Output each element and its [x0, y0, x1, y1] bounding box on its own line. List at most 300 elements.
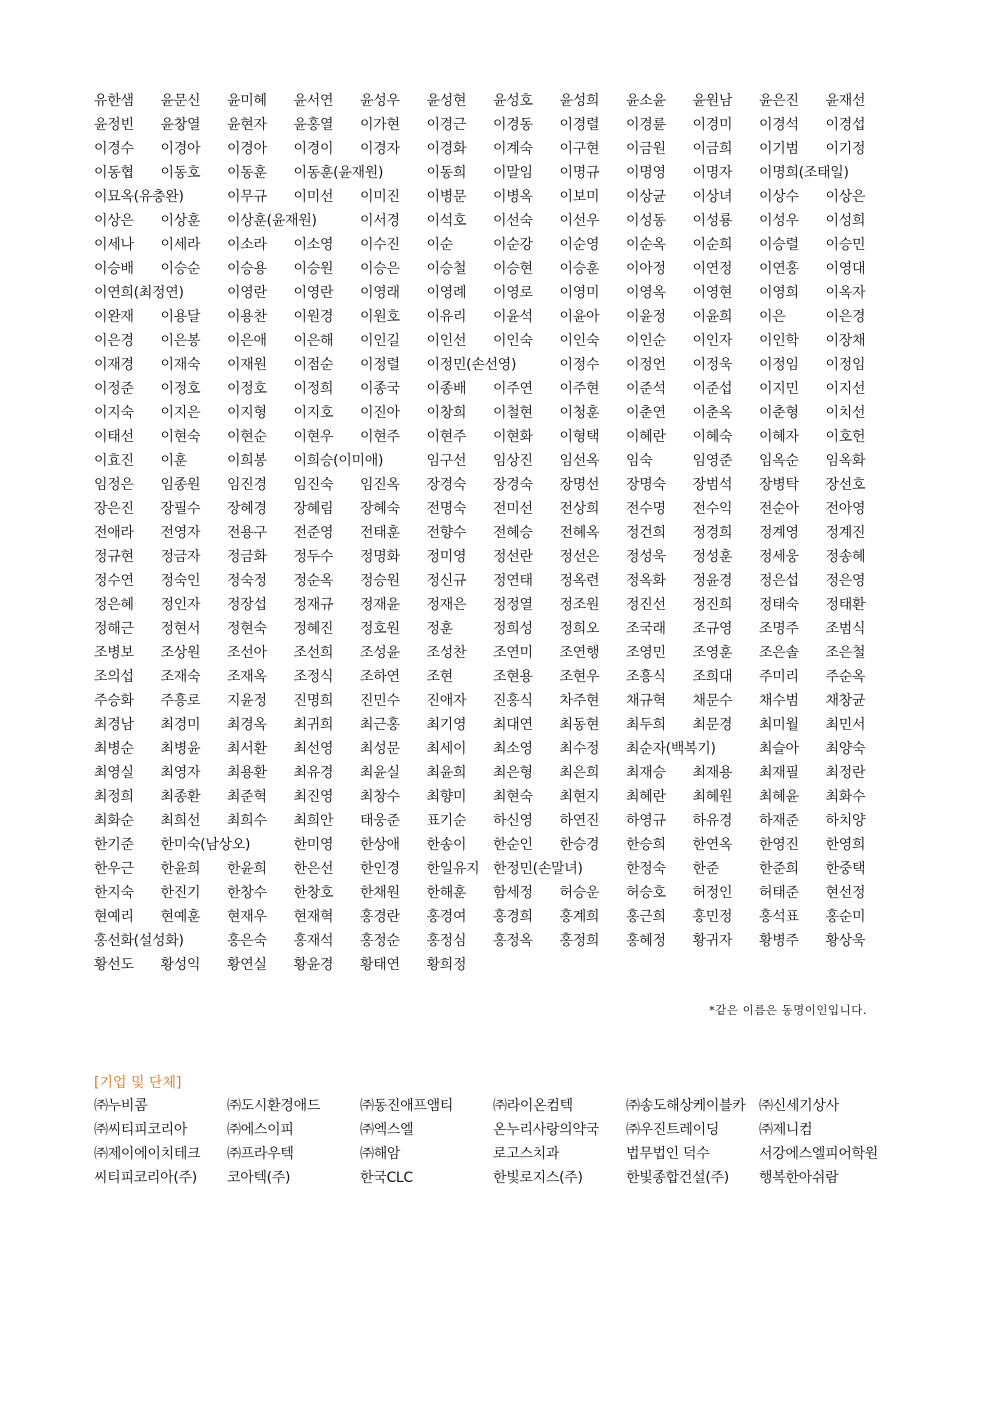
donor-name: 정현서 [160, 621, 201, 637]
donor-name: 최귀희 [293, 717, 334, 733]
donor-name: 이승배 [94, 261, 134, 277]
donor-name: 이윤석 [493, 309, 533, 325]
donor-name: 이인숙 [559, 333, 600, 349]
donor-name: 이승현 [493, 261, 533, 277]
donor-name: 최현지 [559, 789, 600, 805]
donor-name: 전태훈 [360, 525, 400, 541]
donor-name: 황연실 [227, 957, 267, 973]
donor-name: 이아정 [626, 261, 666, 277]
donor-name: 진민수 [360, 693, 400, 709]
donor-name: 이상은 [825, 189, 866, 205]
donor-name: 최준혁 [227, 789, 267, 805]
org-name: ㈜제니컴 [759, 1122, 813, 1138]
donor-name: 한일유지 [426, 861, 480, 877]
donor-name: 임선옥 [559, 453, 600, 469]
donor-name: 전수익 [692, 501, 733, 517]
donor-name: 이경석 [759, 117, 799, 133]
donor-name: 정재윤 [360, 597, 400, 613]
donor-name: 이인학 [759, 333, 799, 349]
donor-name: 이창희 [426, 405, 467, 421]
donor-name: 조선아 [227, 645, 267, 661]
donor-name: 조재숙 [160, 669, 201, 685]
donor-name: 현재우 [227, 909, 267, 925]
donor-name: 윤현자 [227, 117, 267, 133]
donor-name: 최진영 [293, 789, 334, 805]
donor-name: 최양숙 [825, 741, 866, 757]
donor-name: 정인자 [160, 597, 201, 613]
donor-name: 정훈 [426, 621, 453, 637]
donor-name: 이정민(손선영) [426, 357, 517, 373]
donor-name: 최재용 [692, 765, 733, 781]
donor-name: 이선숙 [493, 213, 533, 229]
donor-name: 이영란 [227, 285, 267, 301]
donor-name: 최성문 [360, 741, 400, 757]
donor-name [560, 953, 627, 977]
donor-name: 홍경희 [493, 909, 533, 925]
donor-name: 이성동 [626, 213, 666, 229]
donor-name: 이순옥 [626, 237, 666, 253]
donor-name: 홍은숙 [227, 933, 267, 949]
donor-name: 장경숙 [493, 477, 533, 493]
donor-name: 이윤아 [559, 309, 600, 325]
donor-name: 정진희 [692, 597, 733, 613]
donor-name: 황귀자 [692, 933, 733, 949]
donor-name: 채규혁 [626, 693, 666, 709]
donor-name: 이윤정 [626, 309, 666, 325]
donor-name: 이점순 [293, 357, 334, 373]
donor-name: 정신규 [426, 573, 467, 589]
donor-name: 이선우 [559, 213, 600, 229]
donor-name: 이영례 [426, 285, 467, 301]
donor-name: 정장섭 [227, 597, 267, 613]
donor-name: 이영래 [360, 285, 400, 301]
donor-name: 이현우 [293, 429, 334, 445]
donor-name: 이성룡 [692, 213, 733, 229]
donor-name: 최순자(백복기) [626, 741, 716, 757]
donor-name: 최혜원 [692, 789, 733, 805]
donor-name: 이동협 [94, 165, 134, 181]
donor-name: 이명자 [692, 165, 733, 181]
donor-name: 최희선 [160, 813, 201, 829]
donor-name: 이묘옥(유충완) [94, 189, 184, 205]
donor-name: 한채원 [360, 885, 400, 901]
donor-name: 이정임 [759, 357, 799, 373]
donor-name: 하재준 [759, 813, 799, 829]
org-names-grid [94, 1094, 894, 1190]
donor-name: 정선은 [559, 549, 600, 565]
donor-name: 조연미 [493, 645, 533, 661]
donor-name: 정은혜 [94, 597, 134, 613]
donor-name: 허정인 [692, 885, 733, 901]
donor-name: 진홍식 [493, 693, 533, 709]
donor-name: 이현숙 [160, 429, 201, 445]
donor-name: 전상희 [559, 501, 600, 517]
donor-name: 임구선 [426, 453, 467, 469]
donor-name: 최현숙 [493, 789, 533, 805]
donor-name: 유한샘 [94, 93, 134, 109]
donor-name: 이재원 [227, 357, 267, 373]
donor-names-grid [94, 89, 884, 977]
donor-name: 하유경 [692, 813, 733, 829]
donor-name: 윤창열 [160, 117, 201, 133]
donor-name: 정연태 [493, 573, 533, 589]
donor-name: 한송이 [426, 837, 467, 853]
donor-name: 정세웅 [759, 549, 799, 565]
donor-name: 최용환 [227, 765, 267, 781]
donor-name: 한승경 [559, 837, 600, 853]
org-name: ㈜에스이피 [227, 1122, 294, 1138]
donor-name: 이동호 [160, 165, 201, 181]
donor-name: 전영자 [160, 525, 201, 541]
donor-name: 이승훈 [559, 261, 600, 277]
donor-name: 홍계희 [559, 909, 600, 925]
donor-name: 이경수 [94, 141, 134, 157]
donor-name: 이지선 [825, 381, 866, 397]
donor-name: 한해훈 [426, 885, 467, 901]
donor-name: 하치양 [825, 813, 866, 829]
donor-name: 이용달 [160, 309, 201, 325]
donor-name: 이경섭 [825, 117, 866, 133]
donor-name: 정재은 [426, 597, 467, 613]
donor-name: 최세이 [426, 741, 467, 757]
donor-name: 최경남 [94, 717, 134, 733]
donor-name: 현예훈 [160, 909, 201, 925]
org-name: ㈜동진애프앰티 [360, 1098, 454, 1114]
donor-name: 한영희 [825, 837, 866, 853]
donor-name: 조규영 [692, 621, 733, 637]
donor-name: 한영진 [759, 837, 799, 853]
donor-name: 정규현 [94, 549, 134, 565]
donor-name: 이명규 [559, 165, 600, 181]
donor-name: 이은봉 [160, 333, 201, 349]
donor-name [826, 161, 893, 185]
donor-name: 정은영 [825, 573, 866, 589]
donor-name: 최경미 [160, 717, 201, 733]
donor-name: 황희정 [426, 957, 467, 973]
donor-name: 이경자 [360, 141, 400, 157]
donor-name: 이세나 [94, 237, 134, 253]
donor-name: 조흥식 [626, 669, 666, 685]
donor-name: 조상원 [160, 645, 201, 661]
donor-name: 이성우 [759, 213, 799, 229]
donor-name: 최병윤 [160, 741, 201, 757]
donor-name: 주순옥 [825, 669, 866, 685]
org-name: ㈜우진트레이딩 [626, 1122, 720, 1138]
donor-name: 이은해 [293, 333, 334, 349]
donor-name: 윤재선 [825, 93, 866, 109]
donor-name: 정옥화 [626, 573, 666, 589]
donor-name: 전혜옥 [559, 525, 600, 541]
donor-name: 홍정옥 [493, 933, 533, 949]
donor-name: 이호헌 [825, 429, 866, 445]
donor-name: 이인선 [426, 333, 467, 349]
donor-name: 이영대 [825, 261, 866, 277]
donor-name: 한윤희 [227, 861, 267, 877]
donor-name: 전용구 [227, 525, 267, 541]
donor-name: 이지호 [293, 405, 334, 421]
donor-name: 최종환 [160, 789, 201, 805]
donor-name: 허승호 [626, 885, 666, 901]
donor-name: 한준희 [759, 861, 799, 877]
donor-name: 최희수 [227, 813, 267, 829]
donor-name: 이말임 [493, 165, 533, 181]
donor-name: 최슬아 [759, 741, 799, 757]
donor-name: 윤문신 [160, 93, 201, 109]
donor-name: 정숙인 [160, 573, 201, 589]
donor-name: 이원호 [360, 309, 400, 325]
donor-name: 최서환 [227, 741, 267, 757]
donor-name: 장명선 [559, 477, 600, 493]
donor-name: 이경아 [227, 141, 267, 157]
org-name: 씨티피코리아(주) [94, 1170, 197, 1186]
donor-name: 정건희 [626, 525, 666, 541]
donor-name: 이영옥 [626, 285, 666, 301]
donor-name: 함세정 [493, 885, 533, 901]
donor-name: 정진선 [626, 597, 666, 613]
donor-name: 이정수 [559, 357, 600, 373]
donor-name: 이영현 [692, 285, 733, 301]
donor-name: 이정희 [293, 381, 334, 397]
donor-name: 정순옥 [293, 573, 334, 589]
donor-name: 임정은 [94, 477, 134, 493]
donor-name: 홍경란 [360, 909, 400, 925]
donor-name: 이인길 [360, 333, 400, 349]
donor-name: 전준영 [293, 525, 334, 541]
donor-name: 정계영 [759, 525, 799, 541]
donor-name: 정경희 [692, 525, 733, 541]
donor-name: 홍경여 [426, 909, 467, 925]
donor-name: 이병문 [426, 189, 467, 205]
donor-name: 이경륜 [626, 117, 666, 133]
donor-name: 이경렬 [559, 117, 600, 133]
donor-name: 한연옥 [692, 837, 733, 853]
donor-name [626, 953, 693, 977]
donor-name: 한승희 [626, 837, 666, 853]
donor-name: 최문경 [692, 717, 733, 733]
donor-name: 한인경 [360, 861, 400, 877]
donor-name [360, 161, 427, 185]
donor-name: 장은진 [94, 501, 134, 517]
donor-name: 최혜윤 [759, 789, 799, 805]
donor-name: 이기정 [825, 141, 866, 157]
donor-name: 이영미 [559, 285, 600, 301]
donor-name: 정태숙 [759, 597, 799, 613]
donor-name: 최선영 [293, 741, 334, 757]
donor-name: 이완재 [94, 309, 134, 325]
donor-name: 최유경 [293, 765, 334, 781]
donor-name: 이경근 [426, 117, 467, 133]
donor-name: 황성익 [160, 957, 201, 973]
donor-name: 윤성호 [493, 93, 533, 109]
donor-name: 조범식 [825, 621, 866, 637]
donor-name: 한상애 [360, 837, 400, 853]
donor-name: 한준 [692, 861, 719, 877]
donor-name: 이희봉 [227, 453, 267, 469]
donor-name: 윤성현 [426, 93, 467, 109]
org-name: 한빛종합건설(주) [626, 1170, 729, 1186]
donor-name: 이경아 [160, 141, 201, 157]
org-name: ㈜송도해상케이블카 [626, 1098, 746, 1114]
donor-name: 홍선화(설성화) [94, 933, 184, 949]
donor-name: 홍근희 [626, 909, 666, 925]
donor-name [693, 953, 760, 977]
donor-name: 조국래 [626, 621, 666, 637]
donor-name: 최화수 [825, 789, 866, 805]
donor-name: 이정렬 [360, 357, 400, 373]
donor-name: 장혜경 [227, 501, 267, 517]
donor-name: 이현주 [426, 429, 467, 445]
donor-name: 한지숙 [94, 885, 134, 901]
donor-name: 조희대 [692, 669, 733, 685]
donor-name: 조병보 [94, 645, 134, 661]
donor-name: 이은경 [825, 309, 866, 325]
donor-name: 홍정순 [360, 933, 400, 949]
org-name: ㈜제이에이치테크 [94, 1146, 201, 1162]
donor-name: 한정숙 [626, 861, 666, 877]
donor-name: 조성찬 [426, 645, 467, 661]
donor-name: 이승원 [293, 261, 334, 277]
donor-name: 정계진 [825, 525, 866, 541]
donor-name: 이승용 [227, 261, 267, 277]
donor-name: 조은철 [825, 645, 866, 661]
donor-name: 홍정심 [426, 933, 467, 949]
donor-name: 정호원 [360, 621, 400, 637]
donor-name: 한기준 [94, 837, 134, 853]
donor-name: 윤은진 [759, 93, 799, 109]
donor-name: 황태연 [360, 957, 400, 973]
donor-name: 이수진 [360, 237, 400, 253]
donor-name: 이영로 [493, 285, 533, 301]
donor-name [294, 209, 361, 233]
donor-name: 이재경 [94, 357, 134, 373]
donor-name: 전혜승 [493, 525, 533, 541]
donor-name: 이기범 [759, 141, 799, 157]
donor-name: 홍석표 [759, 909, 799, 925]
org-name: 로고스치과 [493, 1146, 560, 1162]
donor-name: 최재필 [759, 765, 799, 781]
donor-name: 이정호 [160, 381, 201, 397]
donor-name: 장혜림 [293, 501, 334, 517]
donor-name: 이옥자 [825, 285, 866, 301]
donor-name: 윤소윤 [626, 93, 666, 109]
donor-name: 이석호 [426, 213, 467, 229]
donor-name: 윤성희 [559, 93, 600, 109]
donor-name: 조현 [426, 669, 453, 685]
donor-name: 이희승(이미애) [293, 453, 384, 469]
org-name: ㈜라이온컴텍 [493, 1098, 573, 1114]
donor-name: 정성훈 [692, 549, 733, 565]
donor-name: 채수범 [759, 693, 799, 709]
donor-name: 한진기 [160, 885, 201, 901]
donor-name: 정희성 [493, 621, 533, 637]
donor-name: 윤성우 [360, 93, 400, 109]
donor-name: 정윤경 [692, 573, 733, 589]
donor-name: 이순영 [559, 237, 600, 253]
donor-name: 이지숙 [94, 405, 134, 421]
donor-name: 채문수 [692, 693, 733, 709]
donor-name: 정명화 [360, 549, 400, 565]
donor-name: 이혜란 [626, 429, 666, 445]
donor-name [693, 737, 760, 761]
donor-name: 전향수 [426, 525, 467, 541]
donor-name: 전아영 [825, 501, 866, 517]
donor-name: 진명희 [293, 693, 334, 709]
donor-name: 이가현 [360, 117, 400, 133]
org-name: ㈜프라우텍 [227, 1146, 294, 1162]
donor-name: 한창호 [293, 885, 334, 901]
donor-name: 정은섭 [759, 573, 799, 589]
donor-name: 임영준 [692, 453, 733, 469]
donor-name: 이명영 [626, 165, 666, 181]
donor-name: 이순 [426, 237, 453, 253]
donor-name: 이승은 [360, 261, 400, 277]
donor-name: 이현화 [493, 429, 533, 445]
donor-name: 이인순 [626, 333, 666, 349]
donor-name: 윤서연 [293, 93, 334, 109]
donor-name: 이상녀 [692, 189, 733, 205]
donor-name: 전명숙 [426, 501, 467, 517]
donor-name: 이영란 [293, 285, 334, 301]
org-name: ㈜누비콤 [94, 1098, 148, 1114]
donor-name: 장혜숙 [360, 501, 400, 517]
donor-name: 이서경 [360, 213, 400, 229]
donor-name: 최재승 [626, 765, 666, 781]
donor-name: 진애자 [426, 693, 467, 709]
org-section-title: [기업 및 단체] [94, 1075, 182, 1091]
donor-name: 이치선 [825, 405, 866, 421]
donor-name [759, 953, 826, 977]
donor-name: 최경옥 [227, 717, 267, 733]
donor-name: 최화순 [94, 813, 134, 829]
donor-name: 이정준 [94, 381, 134, 397]
donor-name: 채창균 [825, 693, 866, 709]
donor-name: 임진숙 [293, 477, 334, 493]
donor-name: 이상수 [759, 189, 799, 205]
donor-name: 이형택 [559, 429, 600, 445]
org-name: 서강에스엘피어학원 [759, 1146, 879, 1162]
homonym-note: *같은 이름은 동명이인입니다. [708, 1003, 867, 1017]
donor-name: 정현숙 [227, 621, 267, 637]
donor-name: 한창수 [227, 885, 267, 901]
donor-name: 이진아 [360, 405, 400, 421]
donor-name: 조영훈 [692, 645, 733, 661]
donor-name: 정수연 [94, 573, 134, 589]
donor-name: 이원경 [293, 309, 334, 325]
donor-name: 최민서 [825, 717, 866, 733]
donor-name: 현선정 [825, 885, 866, 901]
donor-name: 이용찬 [227, 309, 267, 325]
donor-name: 주흥로 [160, 693, 201, 709]
donor-name: 홍민정 [692, 909, 733, 925]
donor-name: 최두희 [626, 717, 666, 733]
donor-name: 한윤희 [160, 861, 201, 877]
donor-name: 현예리 [94, 909, 134, 925]
donor-name: 정금화 [227, 549, 267, 565]
donor-name: 태웅준 [360, 813, 400, 829]
donor-name: 이준석 [626, 381, 666, 397]
donor-name: 이승민 [825, 237, 866, 253]
org-name: ㈜도시환경애드 [227, 1098, 321, 1114]
donor-name: 조영민 [626, 645, 666, 661]
donor-name: 최혜란 [626, 789, 666, 805]
donor-name: 최동현 [559, 717, 600, 733]
org-name: ㈜엑스엘 [360, 1122, 414, 1138]
donor-name: 이상훈(윤재원) [227, 213, 317, 229]
donor-name: 조하연 [360, 669, 400, 685]
donor-name: 정두수 [293, 549, 334, 565]
donor-name: 장필수 [160, 501, 201, 517]
donor-name: 이보미 [559, 189, 600, 205]
